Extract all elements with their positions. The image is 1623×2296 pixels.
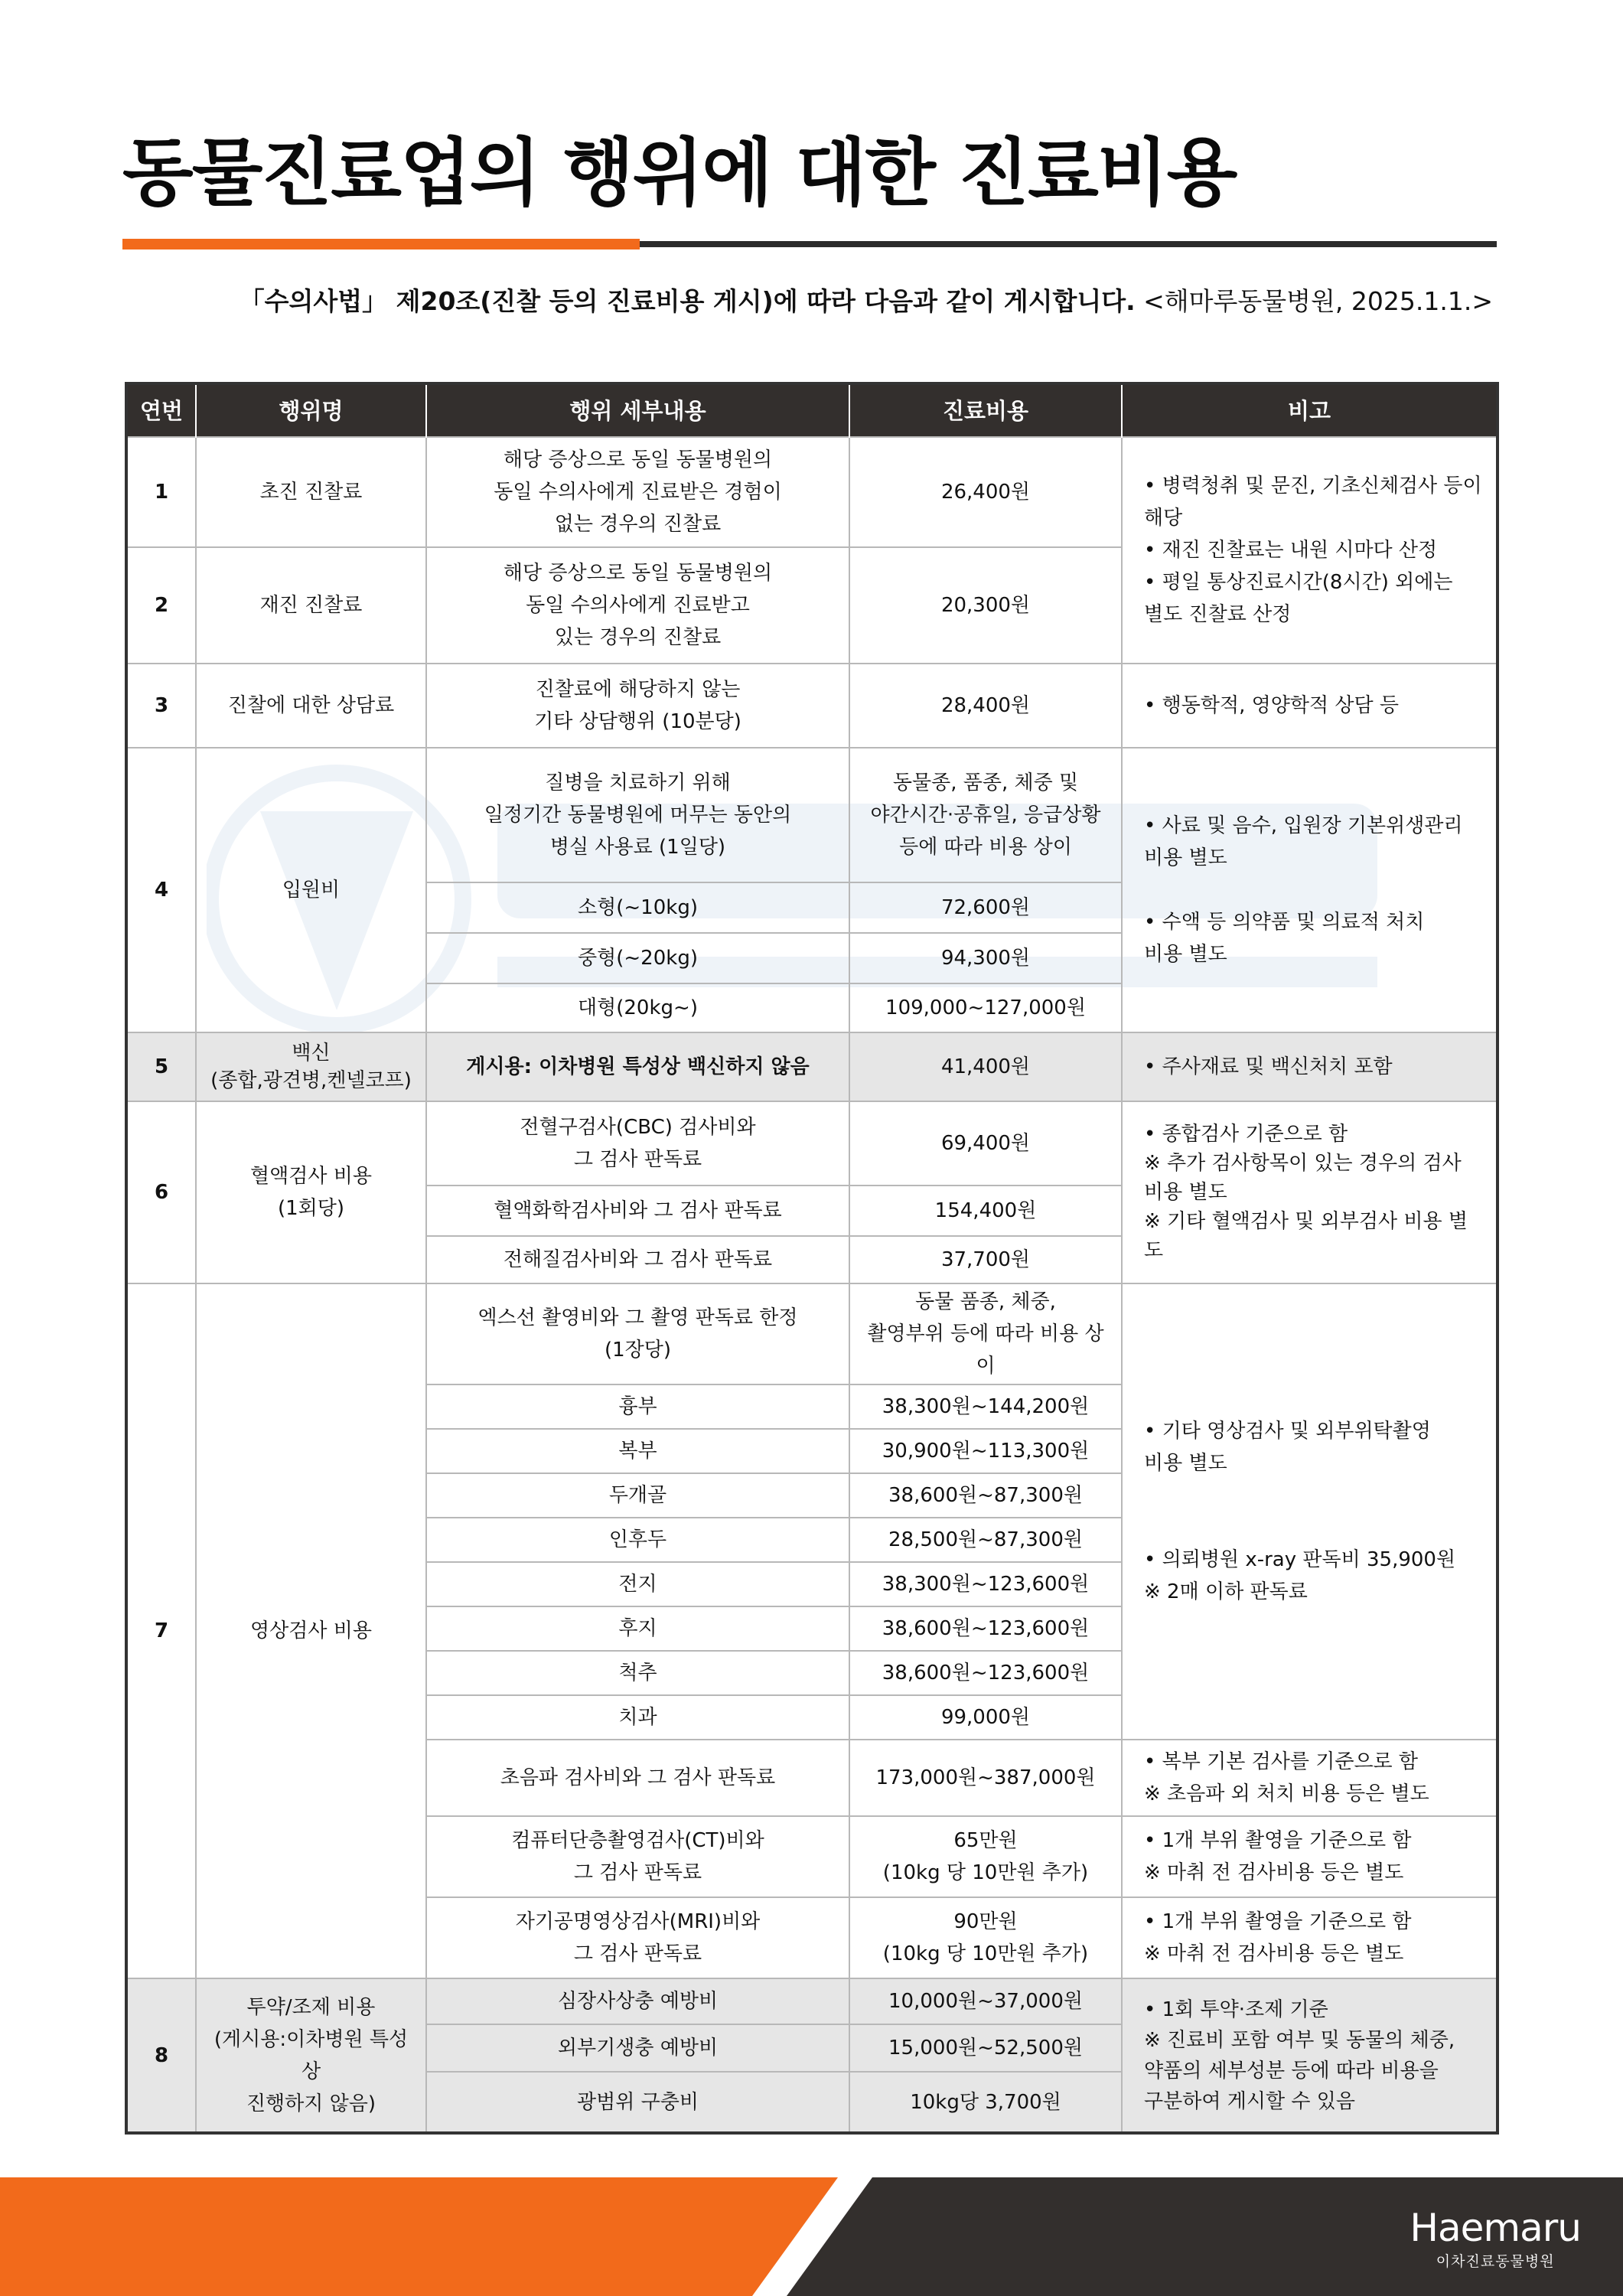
row-name: 백신 (종합,광견병,켄넬코프) <box>196 1032 426 1101</box>
subrow-cost: 37,700원 <box>849 1236 1122 1283</box>
row-note: • 1회 투약·조제 기준 ※ 진료비 포함 여부 및 동물의 체중, 약품의 세부성분 등에 따라 비용을 구분하여 게시할 수 있음 <box>1122 1978 1498 2133</box>
table-row <box>126 748 1498 882</box>
subrow-detail: 외부기생충 예방비 <box>426 2024 849 2072</box>
divider-dark-segment <box>640 241 1497 247</box>
subrow-detail: 흉부 <box>426 1384 849 1429</box>
subrow-cost: 99,000원 <box>849 1695 1122 1740</box>
row-detail: 해당 증상으로 동일 동물병원의 동일 수의사에게 진료받고 있는 경우의 진찰료 <box>426 547 849 664</box>
row-cost: 동물종, 품종, 체중 및 야간시간·공휴일, 응급상황 등에 따라 비용 상이 <box>849 748 1122 882</box>
subrow-cost: 38,600원~123,600원 <box>849 1651 1122 1695</box>
row-cost: 26,400원 <box>849 437 1122 547</box>
subrow-cost: 90만원 (10kg 당 10만원 추가) <box>849 1897 1122 1978</box>
hospital-date: <해마루동물병원, 2025.1.1.> <box>1143 286 1493 316</box>
footer-band <box>0 2177 1623 2296</box>
subrow-cost: 15,000원~52,500원 <box>849 2024 1122 2072</box>
notice-subtitle <box>240 282 1493 318</box>
logo-wordmark: Haemaru <box>1410 2206 1581 2250</box>
subrow-detail: 전혈구검사(CBC) 검사비와 그 검사 판독료 <box>426 1101 849 1186</box>
row-note: • 기타 영상검사 및 외부위탁촬영 비용 별도 • 의뢰병원 x-ray 판독비 35,900원 ※ 2매 이하 판독료 <box>1122 1283 1498 1740</box>
header-cost: 진료비용 <box>849 383 1122 437</box>
table-row <box>126 1101 1498 1186</box>
header-detail: 행위 세부내용 <box>426 383 849 437</box>
table-row <box>126 1283 1498 1384</box>
row-name: 투약/조제 비용 (게시용:이차병원 특성상 진행하지 않음) <box>196 1978 426 2133</box>
row-name: 초진 진찰료 <box>196 437 426 547</box>
subrow-cost: 109,000~127,000원 <box>849 983 1122 1032</box>
table-row <box>126 437 1498 547</box>
row-detail: 질병을 치료하기 위해 일정기간 동물병원에 머무는 동안의 병실 사용료 (1일당) <box>426 748 849 882</box>
subrow-detail: 치과 <box>426 1695 849 1740</box>
row-name: 영상검사 비용 <box>196 1283 426 1978</box>
subrow-detail: 두개골 <box>426 1473 849 1518</box>
hospital-logo <box>1410 2206 1581 2271</box>
row-cost: 41,400원 <box>849 1032 1122 1101</box>
row-number: 2 <box>126 547 196 664</box>
subrow-detail: 척추 <box>426 1651 849 1695</box>
subrow-cost: 173,000원~387,000원 <box>849 1740 1122 1816</box>
subrow-cost: 69,400원 <box>849 1101 1122 1186</box>
subrow-cost: 28,500원~87,300원 <box>849 1518 1122 1562</box>
row-note: • 주사재료 및 백신처치 포함 <box>1122 1032 1498 1101</box>
row-name: 재진 진찰료 <box>196 547 426 664</box>
logo-tagline: 이차진료동물병원 <box>1436 2253 1555 2270</box>
subrow-cost: 65만원 (10kg 당 10만원 추가) <box>849 1816 1122 1897</box>
header-number: 연번 <box>126 383 196 437</box>
subrow-detail: 대형(20kg~) <box>426 983 849 1032</box>
page-title: 동물진료업의 행위에 대한 진료비용 <box>122 130 1237 216</box>
table-header-row <box>126 383 1498 437</box>
subrow-note: • 1개 부위 촬영을 기준으로 함 ※ 마취 전 검사비용 등은 별도 <box>1122 1816 1498 1897</box>
row-number: 7 <box>126 1283 196 1978</box>
divider-orange-segment <box>122 239 640 249</box>
row-detail: 게시용: 이차병원 특성상 백신하지 않음 <box>426 1032 849 1101</box>
row-name: 진찰에 대한 상담료 <box>196 664 426 748</box>
title-divider <box>122 239 1497 249</box>
row-note: • 병력청취 및 문진, 기초신체검사 등이 해당 • 재진 진찰료는 내원 시마다 산정 • 평일 통상진료시간(8시간) 외에는 별도 진찰료 산정 <box>1122 437 1498 664</box>
footer-graphic <box>0 2177 1623 2296</box>
subrow-detail: 복부 <box>426 1429 849 1473</box>
row-note: • 행동학적, 영양학적 상담 등 <box>1122 664 1498 748</box>
row-note: • 종합검사 기준으로 함 ※ 추가 검사항목이 있는 경우의 검사 비용 별도 ※ 기타 혈액검사 및 외부검사 비용 별도 <box>1122 1101 1498 1283</box>
header-note: 비고 <box>1122 383 1498 437</box>
subrow-detail: 전해질검사비와 그 검사 판독료 <box>426 1236 849 1283</box>
table-row <box>126 1032 1498 1101</box>
law-reference: 「수의사법」 제20조(진찰 등의 진료비용 게시)에 따라 다음과 같이 게시합니다. <box>239 286 1136 316</box>
subrow-note: • 1개 부위 촬영을 기준으로 함 ※ 마취 전 검사비용 등은 별도 <box>1122 1897 1498 1978</box>
row-detail: 해당 증상으로 동일 동물병원의 동일 수의사에게 진료받은 경험이 없는 경우의 진찰료 <box>426 437 849 547</box>
subrow-cost: 38,600원~87,300원 <box>849 1473 1122 1518</box>
subrow-detail: 소형(~10kg) <box>426 882 849 933</box>
row-number: 4 <box>126 748 196 1032</box>
subrow-detail: 후지 <box>426 1606 849 1651</box>
row-cost: 20,300원 <box>849 547 1122 664</box>
subrow-detail: 심장사상충 예방비 <box>426 1978 849 2024</box>
subrow-cost: 10,000원~37,000원 <box>849 1978 1122 2024</box>
table-row <box>126 664 1498 748</box>
row-number: 1 <box>126 437 196 547</box>
subrow-cost: 72,600원 <box>849 882 1122 933</box>
subrow-detail: 중형(~20kg) <box>426 933 849 983</box>
footer-orange-shape <box>0 2177 838 2296</box>
row-cost: 28,400원 <box>849 664 1122 748</box>
subrow-detail: 컴퓨터단층촬영검사(CT)비와 그 검사 판독료 <box>426 1816 849 1897</box>
subrow-note: • 복부 기본 검사를 기준으로 함 ※ 초음파 외 처치 비용 등은 별도 <box>1122 1740 1498 1816</box>
subrow-detail: 광범위 구충비 <box>426 2072 849 2133</box>
row-note: • 사료 및 음수, 입원장 기본위생관리 비용 별도 • 수액 등 의약품 및 의료적 처치 비용 별도 <box>1122 748 1498 1032</box>
subrow-detail: 초음파 검사비와 그 검사 판독료 <box>426 1740 849 1816</box>
table-row <box>126 1978 1498 2024</box>
subrow-cost: 154,400원 <box>849 1186 1122 1236</box>
subrow-detail: 인후두 <box>426 1518 849 1562</box>
row-detail: 진찰료에 해당하지 않는 기타 상담행위 (10분당) <box>426 664 849 748</box>
subrow-cost: 38,600원~123,600원 <box>849 1606 1122 1651</box>
subrow-detail: 혈액화학검사비와 그 검사 판독료 <box>426 1186 849 1236</box>
subrow-cost: 94,300원 <box>849 933 1122 983</box>
subrow-cost: 38,300원~123,600원 <box>849 1562 1122 1606</box>
subrow-cost: 38,300원~144,200원 <box>849 1384 1122 1429</box>
subrow-cost: 10kg당 3,700원 <box>849 2072 1122 2133</box>
row-number: 5 <box>126 1032 196 1101</box>
row-number: 6 <box>126 1101 196 1283</box>
subrow-detail: 자기공명영상검사(MRI)비와 그 검사 판독료 <box>426 1897 849 1978</box>
row-number: 3 <box>126 664 196 748</box>
row-number: 8 <box>126 1978 196 2133</box>
subrow-cost: 동물 품종, 체중, 촬영부위 등에 따라 비용 상이 <box>849 1283 1122 1384</box>
header-name: 행위명 <box>196 383 426 437</box>
row-name: 혈액검사 비용 (1회당) <box>196 1101 426 1283</box>
subrow-cost: 30,900원~113,300원 <box>849 1429 1122 1473</box>
subrow-detail: 전지 <box>426 1562 849 1606</box>
subrow-detail: 엑스선 촬영비와 그 촬영 판독료 한정 (1장당) <box>426 1283 849 1384</box>
row-name: 입원비 <box>196 748 426 1032</box>
fee-table <box>125 382 1499 2135</box>
